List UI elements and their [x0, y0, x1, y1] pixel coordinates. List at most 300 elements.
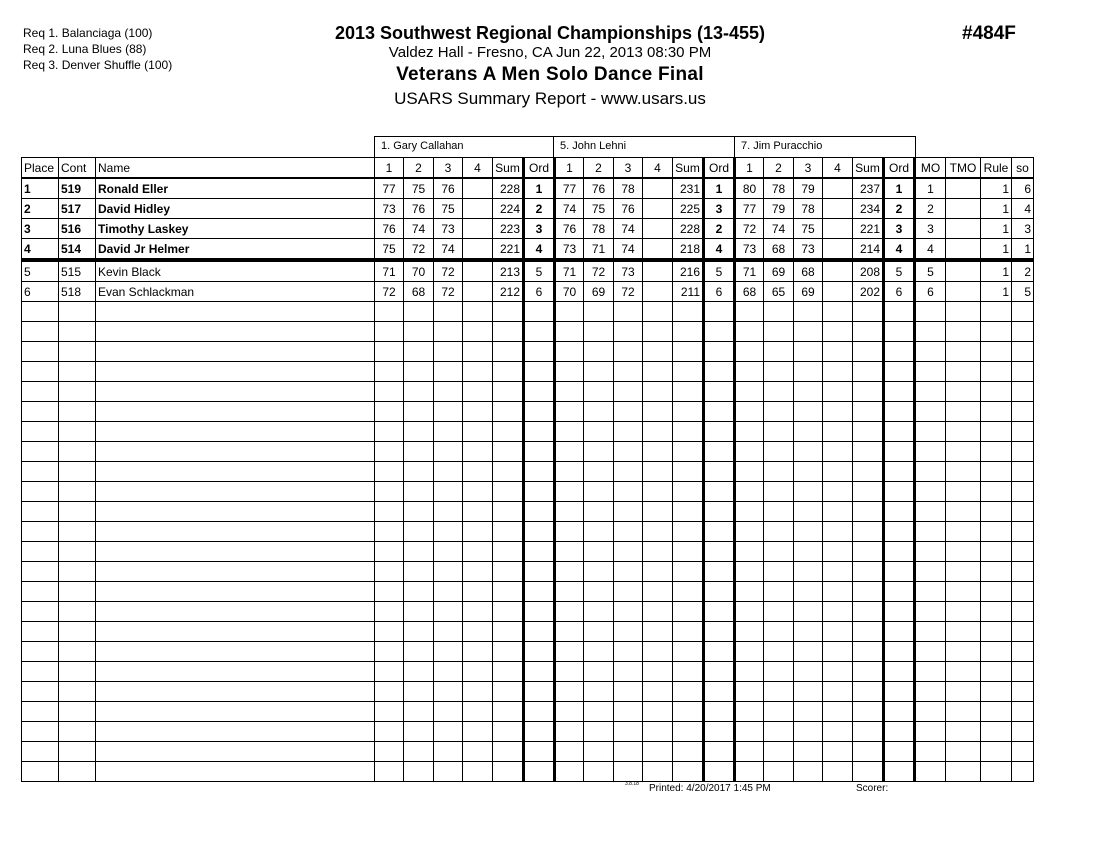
- mo-cell: [915, 522, 946, 542]
- judge-1-score-1-cell: [375, 702, 404, 722]
- version-code: 3.8.18: [625, 781, 639, 787]
- judge-2-score-3-cell: [614, 422, 643, 442]
- empty-row: [22, 682, 1034, 702]
- judge-3-score-2-cell: [764, 722, 794, 742]
- judge-1-score-2-cell: [404, 562, 434, 582]
- judge-3-ordinal-cell: [884, 402, 915, 422]
- judge-3-ordinal-cell: [884, 522, 915, 542]
- judge-2-ordinal-cell: [704, 662, 735, 682]
- judge-1-score-2-cell: 76: [404, 199, 434, 219]
- judge-1-score-2-cell: [404, 522, 434, 542]
- judge-2-score-3-cell: 73: [614, 260, 643, 282]
- judge-2-score-1-cell: 70: [555, 282, 584, 302]
- judge-3-ordinal-cell: [884, 422, 915, 442]
- judge-1-score-1-cell: [375, 322, 404, 342]
- judge-1-ordinal-cell: [524, 382, 555, 402]
- contestant-number-cell: [59, 702, 96, 722]
- judge-3-sum-cell: [853, 302, 884, 322]
- skater-name-cell: David Hidley: [96, 199, 375, 219]
- judge-3-score-2-cell: [764, 422, 794, 442]
- judge-2-ordinal-cell: [704, 342, 735, 362]
- rule-cell: 1: [981, 178, 1012, 199]
- judge-2-score-4-cell: [643, 260, 673, 282]
- so-cell: [1012, 342, 1034, 362]
- judge-3-score-3-cell: [794, 422, 823, 442]
- judge-2-score-3-cell: [614, 382, 643, 402]
- judge-2-score-4-cell: [643, 239, 673, 261]
- rule-cell: [981, 722, 1012, 742]
- judge-3-score-2-cell: [764, 562, 794, 582]
- judge-3-score-4-cell: [823, 702, 853, 722]
- judge-2-score-2-cell: 71: [584, 239, 614, 261]
- tmo-cell: [946, 362, 981, 382]
- place-cell: [22, 682, 59, 702]
- judge-2-score-3-cell: [614, 342, 643, 362]
- place-cell: [22, 402, 59, 422]
- empty-row: [22, 382, 1034, 402]
- judge-2-score-3-cell: [614, 702, 643, 722]
- judge-2-score-4-cell: [643, 382, 673, 402]
- judge-2-sum-cell: 216: [673, 260, 704, 282]
- judge-1-score-4-cell: [463, 682, 493, 702]
- judge-2-score-1-cell: 76: [555, 219, 584, 239]
- judge-3-score-1-cell: [735, 522, 764, 542]
- judge-3-score-4-cell: [823, 199, 853, 219]
- tmo-cell: [946, 582, 981, 602]
- rule-cell: 1: [981, 239, 1012, 261]
- judge-1-sum-cell: [493, 702, 524, 722]
- judge-3-ordinal-cell: [884, 342, 915, 362]
- rule-cell: 1: [981, 282, 1012, 302]
- judge-3-score-3-cell: 78: [794, 199, 823, 219]
- judge-3-score-2-cell: [764, 302, 794, 322]
- judge-3-ordinal-cell: [884, 622, 915, 642]
- judge-3-score-4-cell: [823, 442, 853, 462]
- judge-1-sum-cell: [493, 382, 524, 402]
- judge-2-score-4-cell: [643, 462, 673, 482]
- judge-3-score-3-cell: [794, 302, 823, 322]
- judge-1-score-4-cell: [463, 602, 493, 622]
- judge-3-score-3-cell: [794, 462, 823, 482]
- so-cell: [1012, 582, 1034, 602]
- judge-2-sum-cell: 228: [673, 219, 704, 239]
- judge-3-score-3-cell: 69: [794, 282, 823, 302]
- judge-1-score-1-cell: [375, 342, 404, 362]
- judge-1-ordinal-cell: [524, 402, 555, 422]
- judge-1-score-2-cell: [404, 442, 434, 462]
- so-cell: [1012, 402, 1034, 422]
- judge-2-ordinal-cell: [704, 522, 735, 542]
- judge-3-score-4-cell: [823, 322, 853, 342]
- judge-1-ordinal-cell: [524, 642, 555, 662]
- judge-1-sum-cell: [493, 582, 524, 602]
- col-j3-sum: Sum: [853, 158, 884, 179]
- judge-1-score-2-cell: 68: [404, 282, 434, 302]
- judge-3-score-1-cell: [735, 422, 764, 442]
- judge-2-score-4-cell: [643, 402, 673, 422]
- judge-3-score-2-cell: 78: [764, 178, 794, 199]
- so-cell: [1012, 722, 1034, 742]
- contestant-number-cell: [59, 382, 96, 402]
- empty-row: [22, 302, 1034, 322]
- so-cell: 3: [1012, 219, 1034, 239]
- judge-3-score-3-cell: [794, 762, 823, 782]
- tmo-cell: [946, 522, 981, 542]
- judge-3-sum-cell: [853, 722, 884, 742]
- judge-2-ordinal-cell: [704, 422, 735, 442]
- empty-row: [22, 482, 1034, 502]
- empty-row: [22, 582, 1034, 602]
- mo-cell: [915, 682, 946, 702]
- rule-cell: [981, 622, 1012, 642]
- judge-1-score-2-cell: [404, 482, 434, 502]
- tmo-cell: [946, 602, 981, 622]
- tmo-cell: [946, 682, 981, 702]
- judge-2-score-1-cell: [555, 442, 584, 462]
- judge-3-score-2-cell: 65: [764, 282, 794, 302]
- judge-1-score-1-cell: [375, 302, 404, 322]
- judge-2-sum-cell: [673, 362, 704, 382]
- judge-1-score-4-cell: [463, 582, 493, 602]
- contestant-number-cell: [59, 642, 96, 662]
- skater-name-cell: Ronald Eller: [96, 178, 375, 199]
- judge-2-sum-cell: [673, 582, 704, 602]
- judge-2-score-1-cell: [555, 362, 584, 382]
- judge-2-score-2-cell: [584, 302, 614, 322]
- rule-cell: [981, 562, 1012, 582]
- judge-1-sum-cell: [493, 402, 524, 422]
- skater-name-cell: [96, 602, 375, 622]
- judge-3-sum-cell: [853, 582, 884, 602]
- tmo-cell: [946, 502, 981, 522]
- skater-name-cell: [96, 662, 375, 682]
- judge-1-ordinal-cell: 3: [524, 219, 555, 239]
- tmo-cell: [946, 322, 981, 342]
- skater-name-cell: [96, 522, 375, 542]
- judge-3-ordinal-cell: [884, 602, 915, 622]
- judge-2-score-1-cell: [555, 482, 584, 502]
- empty-row: [22, 702, 1034, 722]
- judge-2-score-1-cell: 77: [555, 178, 584, 199]
- judge-3-sum-cell: [853, 462, 884, 482]
- judge-2-score-2-cell: [584, 642, 614, 662]
- judge-3-score-2-cell: [764, 542, 794, 562]
- judge-1-sum-cell: [493, 622, 524, 642]
- judge-1-ordinal-cell: [524, 722, 555, 742]
- judge-1-score-4-cell: [463, 702, 493, 722]
- mo-cell: 3: [915, 219, 946, 239]
- place-cell: [22, 482, 59, 502]
- judge-3-score-4-cell: [823, 362, 853, 382]
- judge-1-score-3-cell: 75: [434, 199, 463, 219]
- judge-2-sum-cell: 218: [673, 239, 704, 261]
- skater-name-cell: [96, 642, 375, 662]
- so-cell: [1012, 302, 1034, 322]
- judge-1-score-4-cell: [463, 362, 493, 382]
- judge-1-ordinal-cell: [524, 702, 555, 722]
- mo-cell: [915, 762, 946, 782]
- judge-3-score-1-cell: [735, 622, 764, 642]
- judge-2-ordinal-cell: 4: [704, 239, 735, 261]
- judge-1-score-3-cell: [434, 662, 463, 682]
- judge-3-score-1-cell: [735, 342, 764, 362]
- judge-2-ordinal-cell: [704, 762, 735, 782]
- so-cell: [1012, 542, 1034, 562]
- judge-3-ordinal-cell: [884, 462, 915, 482]
- judge-1-score-3-cell: [434, 722, 463, 742]
- judge-1-name: 1. Gary Callahan: [374, 136, 554, 157]
- contestant-number-cell: 516: [59, 219, 96, 239]
- tmo-cell: [946, 462, 981, 482]
- judge-2-score-1-cell: [555, 742, 584, 762]
- judge-1-sum-cell: [493, 682, 524, 702]
- judge-2-score-4-cell: [643, 542, 673, 562]
- judge-2-score-4-cell: [643, 682, 673, 702]
- judge-1-ordinal-cell: [524, 522, 555, 542]
- judge-2-score-2-cell: 72: [584, 260, 614, 282]
- so-cell: [1012, 382, 1034, 402]
- judge-3-ordinal-cell: 4: [884, 239, 915, 261]
- judge-2-score-1-cell: [555, 522, 584, 542]
- mo-cell: [915, 542, 946, 562]
- judge-1-score-2-cell: [404, 622, 434, 642]
- judge-1-score-3-cell: [434, 562, 463, 582]
- rule-cell: 1: [981, 260, 1012, 282]
- judge-1-score-1-cell: [375, 462, 404, 482]
- judge-1-score-4-cell: [463, 642, 493, 662]
- judge-1-ordinal-cell: [524, 322, 555, 342]
- scores-table: [21, 157, 1034, 782]
- judge-1-score-3-cell: [434, 602, 463, 622]
- judge-2-ordinal-cell: [704, 482, 735, 502]
- judge-1-score-4-cell: [463, 722, 493, 742]
- col-j3-s2: 2: [764, 158, 794, 179]
- judge-3-sum-cell: [853, 362, 884, 382]
- judge-2-sum-cell: 225: [673, 199, 704, 219]
- judge-2-sum-cell: 231: [673, 178, 704, 199]
- judge-2-score-2-cell: 69: [584, 282, 614, 302]
- so-cell: 1: [1012, 239, 1034, 261]
- judge-1-ordinal-cell: 6: [524, 282, 555, 302]
- judge-2-score-2-cell: [584, 462, 614, 482]
- skater-name-cell: David Jr Helmer: [96, 239, 375, 261]
- judge-2-score-2-cell: [584, 422, 614, 442]
- judge-2-score-2-cell: [584, 662, 614, 682]
- mo-cell: [915, 462, 946, 482]
- judge-3-score-3-cell: [794, 502, 823, 522]
- judge-2-score-4-cell: [643, 282, 673, 302]
- judge-2-sum-cell: [673, 662, 704, 682]
- col-place: Place: [22, 158, 59, 179]
- judge-1-score-3-cell: [434, 342, 463, 362]
- tmo-cell: [946, 642, 981, 662]
- judge-3-score-1-cell: 80: [735, 178, 764, 199]
- judge-3-score-1-cell: [735, 322, 764, 342]
- judge-1-score-1-cell: [375, 602, 404, 622]
- judge-2-score-3-cell: [614, 642, 643, 662]
- skater-name-cell: [96, 462, 375, 482]
- judge-2-score-3-cell: [614, 722, 643, 742]
- judge-3-ordinal-cell: [884, 682, 915, 702]
- empty-row: [22, 502, 1034, 522]
- tmo-cell: [946, 342, 981, 362]
- judge-3-score-3-cell: [794, 742, 823, 762]
- judge-1-score-2-cell: [404, 402, 434, 422]
- contestant-number-cell: [59, 682, 96, 702]
- judge-1-score-1-cell: 73: [375, 199, 404, 219]
- empty-row: [22, 462, 1034, 482]
- judge-1-score-3-cell: [434, 502, 463, 522]
- contestant-number-cell: 515: [59, 260, 96, 282]
- judge-2-score-2-cell: [584, 482, 614, 502]
- judge-1-ordinal-cell: 5: [524, 260, 555, 282]
- mo-cell: [915, 602, 946, 622]
- judge-2-score-4-cell: [643, 702, 673, 722]
- judge-1-ordinal-cell: [524, 482, 555, 502]
- judge-3-score-1-cell: [735, 542, 764, 562]
- result-row: [22, 260, 1034, 282]
- judge-2-score-2-cell: [584, 582, 614, 602]
- judge-2-score-4-cell: [643, 482, 673, 502]
- judge-1-sum-cell: [493, 662, 524, 682]
- judge-1-score-3-cell: [434, 762, 463, 782]
- tmo-cell: [946, 422, 981, 442]
- tmo-cell: [946, 199, 981, 219]
- judge-2-score-2-cell: 75: [584, 199, 614, 219]
- judge-2-score-4-cell: [643, 422, 673, 442]
- judge-1-score-3-cell: [434, 742, 463, 762]
- judge-2-score-4-cell: [643, 602, 673, 622]
- contestant-number-cell: [59, 442, 96, 462]
- skater-name-cell: [96, 482, 375, 502]
- contestant-number-cell: [59, 662, 96, 682]
- judge-1-score-4-cell: [463, 562, 493, 582]
- music-requests: [23, 25, 172, 73]
- judge-2-score-3-cell: 76: [614, 199, 643, 219]
- judge-2-ordinal-cell: [704, 302, 735, 322]
- judge-2-ordinal-cell: 2: [704, 219, 735, 239]
- judge-1-score-4-cell: [463, 442, 493, 462]
- tmo-cell: [946, 442, 981, 462]
- judge-1-score-4-cell: [463, 302, 493, 322]
- judge-2-ordinal-cell: [704, 382, 735, 402]
- judge-1-score-2-cell: [404, 382, 434, 402]
- skater-name-cell: Timothy Laskey: [96, 219, 375, 239]
- tmo-cell: [946, 722, 981, 742]
- col-j3-ord: Ord: [884, 158, 915, 179]
- judge-3-score-4-cell: [823, 282, 853, 302]
- judge-3-score-3-cell: [794, 662, 823, 682]
- judge-3-score-1-cell: 77: [735, 199, 764, 219]
- judge-2-sum-cell: [673, 742, 704, 762]
- so-cell: [1012, 422, 1034, 442]
- judge-3-score-3-cell: [794, 482, 823, 502]
- col-j1-s2: 2: [404, 158, 434, 179]
- judge-3-score-3-cell: [794, 522, 823, 542]
- so-cell: [1012, 742, 1034, 762]
- contestant-number-cell: [59, 762, 96, 782]
- col-j1-sum: Sum: [493, 158, 524, 179]
- judge-1-ordinal-cell: [524, 442, 555, 462]
- judge-3-sum-cell: [853, 522, 884, 542]
- judge-1-sum-cell: [493, 322, 524, 342]
- so-cell: [1012, 662, 1034, 682]
- judge-3-score-3-cell: 79: [794, 178, 823, 199]
- judge-3-score-3-cell: [794, 322, 823, 342]
- judge-2-score-1-cell: [555, 322, 584, 342]
- judge-2-score-4-cell: [643, 362, 673, 382]
- judge-1-score-3-cell: [434, 622, 463, 642]
- judge-3-score-1-cell: [735, 362, 764, 382]
- judge-1-score-3-cell: 76: [434, 178, 463, 199]
- mo-cell: 2: [915, 199, 946, 219]
- judge-3-score-4-cell: [823, 382, 853, 402]
- mo-cell: [915, 622, 946, 642]
- judge-2-score-3-cell: [614, 402, 643, 422]
- scorer-label: Scorer:: [856, 783, 889, 794]
- judge-2-score-2-cell: [584, 562, 614, 582]
- rule-cell: [981, 442, 1012, 462]
- judge-1-score-2-cell: [404, 642, 434, 662]
- judge-3-score-3-cell: [794, 622, 823, 642]
- judge-2-score-3-cell: [614, 542, 643, 562]
- judge-3-ordinal-cell: [884, 722, 915, 742]
- contestant-number-cell: [59, 482, 96, 502]
- judge-3-sum-cell: [853, 602, 884, 622]
- judge-1-score-2-cell: [404, 462, 434, 482]
- judge-1-ordinal-cell: [524, 622, 555, 642]
- report-subtitle: USARS Summary Report - www.usars.us: [394, 89, 706, 108]
- place-cell: [22, 362, 59, 382]
- mo-cell: [915, 482, 946, 502]
- judge-3-score-3-cell: [794, 542, 823, 562]
- judge-3-score-3-cell: 73: [794, 239, 823, 261]
- judge-2-score-3-cell: 74: [614, 219, 643, 239]
- judge-2-ordinal-cell: [704, 322, 735, 342]
- judge-1-ordinal-cell: [524, 742, 555, 762]
- judge-1-score-1-cell: 71: [375, 260, 404, 282]
- judge-2-score-1-cell: [555, 382, 584, 402]
- contestant-number-cell: [59, 742, 96, 762]
- judge-1-score-3-cell: [434, 522, 463, 542]
- judge-1-sum-cell: 228: [493, 178, 524, 199]
- judge-2-sum-cell: [673, 402, 704, 422]
- judge-3-ordinal-cell: [884, 662, 915, 682]
- judge-3-score-4-cell: [823, 742, 853, 762]
- judge-2-score-2-cell: [584, 702, 614, 722]
- judge-3-score-2-cell: 68: [764, 239, 794, 261]
- judge-1-score-1-cell: [375, 562, 404, 582]
- mo-cell: [915, 322, 946, 342]
- judge-1-score-3-cell: [434, 422, 463, 442]
- judge-1-sum-cell: [493, 562, 524, 582]
- judge-1-score-1-cell: 76: [375, 219, 404, 239]
- judge-2-sum-cell: [673, 502, 704, 522]
- contestant-number-cell: 517: [59, 199, 96, 219]
- judge-1-sum-cell: [493, 602, 524, 622]
- so-cell: [1012, 602, 1034, 622]
- judge-2-score-1-cell: [555, 682, 584, 702]
- judge-2-score-1-cell: [555, 762, 584, 782]
- judge-1-score-1-cell: 75: [375, 239, 404, 261]
- judge-3-score-3-cell: [794, 382, 823, 402]
- judge-3-score-1-cell: [735, 602, 764, 622]
- judge-3-score-1-cell: 71: [735, 260, 764, 282]
- judge-3-score-1-cell: 68: [735, 282, 764, 302]
- judge-3-score-2-cell: [764, 482, 794, 502]
- empty-row: [22, 322, 1034, 342]
- judge-2-score-1-cell: [555, 422, 584, 442]
